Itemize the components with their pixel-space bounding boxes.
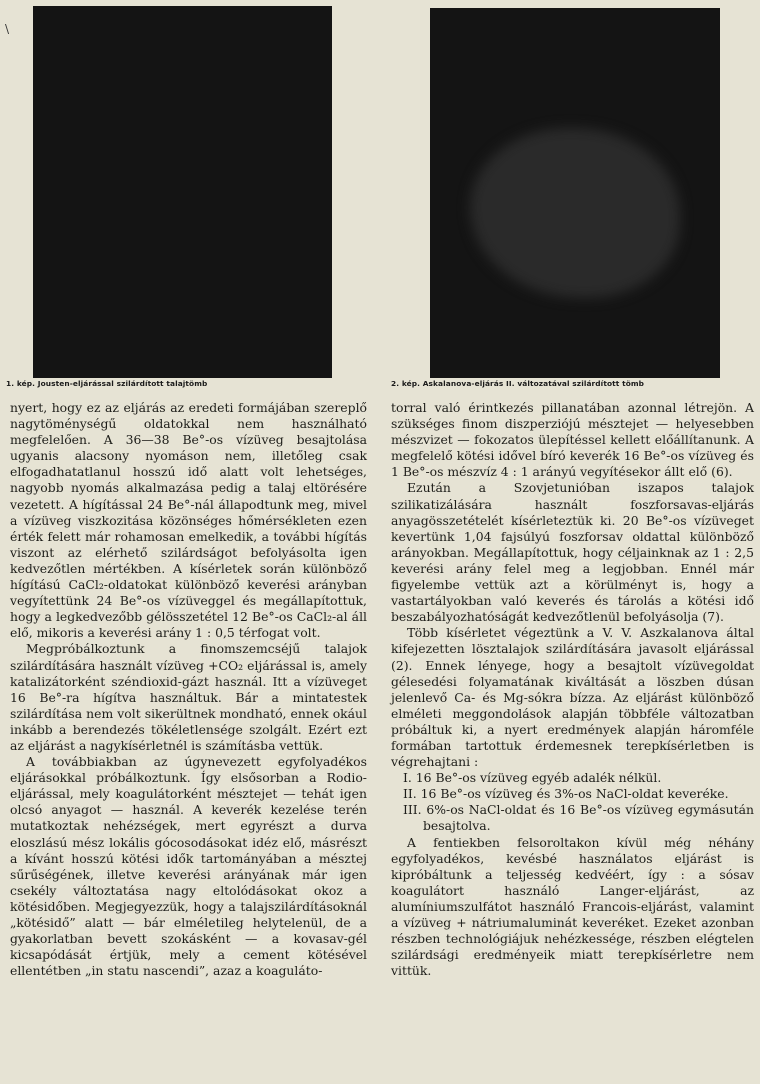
figure-1-caption: 1. kép. Jousten-eljárással szilárdított talajtömb xyxy=(6,379,208,388)
list-item: II. 16 Be°-os vízüveg és 3%-os NaCl-oldat keveréke. xyxy=(403,786,729,802)
right-column xyxy=(391,400,754,979)
paragraph: Megpróbálkoztunk a finomszemcséjű talajok szilárdítására használt vízüveg +CO₂ eljárással is, amely katalizátorként széndioxid-gázt használ. Itt a vízüveget 16 Be°-ra hígítva használtuk. Bár a mintatestek szilárdítása nem volt sikerültnek mondható, ennek okául inkább a berendezés tökéletlensége szolgált. Ezért ezt az eljárást a nagykísérletnél is számításba vettük. xyxy=(10,641,367,753)
paragraph: A fentiekben felsoroltakon kívül még néhány egyfolyadékos, kevésbé használatos eljárást is kipróbáltunk a teljesség kedvéért, így : a sósav koagulátort használó Langer-eljárást, az alumíniumszulfátot használó Francois-eljárást, valamint a vízüveg + nátriumaluminát keveréket. Ezeket azonban részben technológiájuk nehézkessége, részben elégtelen szilárdsági eredményeik miatt terepkísérletre nem vittük. xyxy=(391,834,754,979)
list-item: III. 6%-os NaCl-oldat és 16 Be°-os vízüveg egymásután besajtolva. xyxy=(403,802,754,834)
figure-2-caption: 2. kép. Askalanova-eljárás II. változatával szilárdított tömb xyxy=(391,379,645,388)
paragraph: A továbbiakban az úgynevezett egyfolyadékos eljárásokkal próbálkoztunk. Így elsősorban a Rodio-eljárással, mely koagulátorként mésztejet — tehát igen olcsó anyagot — használ. A keverék kezelése terén mutatkoztak nehézségek, mert egyrészt a durva eloszlású mész lokális gócosodásokat idéz elő, másrészt a kívánt hosszú kötési idők tartományában a mésztej sűrűségének, illetve keverési arányának már igen csekély változtatása nagy eltolódásokat okoz a kötésidőben. Megjegyezzük, hogy a talajszilárdításoknál „kötésidő” alatt — bár elméletileg helytelenül, de a gyakorlatban bevett szokásként — a kovasav-gél kicsapódását értjük, mely a cement kötésével ellentétben „in statu nascendi”, azaz a koaguláto- xyxy=(10,754,367,979)
paragraph: nyert, hogy ez az eljárás az eredeti formájában szereplő nagytöménységű oldatokkal nem használható megfelelően. A 36—38 Be°-os vízüveg besajtolása ugyanis alacsony nyomáson nem, illetőleg csak elfogadhatatlanul hosszú idő alatt volt lehetséges, nagyobb nyomás alkalmazása pedig a talaj eltörésére vezetett. A hígítással 24 Be°-nál állapodtunk meg, mivel a vízüveg viszkozitása közönséges hőmérsékleten ezen érték felett már rohamosan emelkedik, a további hígítás viszont az elérhető szilárdságot befolyásolta igen kedvezőtlen mértékben. A kísérletek során különböző hígítású CaCl₂-oldatokat különböző keverési arányban vegyítettünk 24 Be°-os vízüveggel és megállapítottuk, hogy a legkedvezőbb gélösszetétel 12 Be°-os CaCl₂-al áll elő, mikoris a keverési arány 1 : 0,5 térfogat volt. xyxy=(10,400,367,641)
figure-1-photo xyxy=(33,6,332,378)
paragraph: torral való érintkezés pillanatában azonnal létrejön. A szükséges finom diszperziójú mésztejet — helyesebben mészvizet — fokozatos ülepítéssel kellett előállítanunk. A megfelelő kötési idővel bíró keverék 16 Be°-os vízüveg és 1 Be°-os mészvíz 4 : 1 arányú vegyítésekor állt elő (6). xyxy=(391,400,754,480)
figure-2-photo xyxy=(430,8,720,378)
paragraph: Több kísérletet végeztünk a V. V. Aszkalanova által kifejezetten lösztalajok szilárdítására javasolt eljárással (2). Ennek lényege, hogy a besajtolt vízüvegoldat gélesedési folyamatának kiváltását a löszben dúsan jelenlevő Ca- és Mg-sókra bízza. Az eljárást különböző elméleti meggondolások alapján többféle változatban próbáltuk ki, a nyert eredmények alapján háromféle formában tartottuk érdemesnek terepkísérletben is végrehajtani : xyxy=(391,625,754,770)
paragraph: Ezután a Szovjetunióban iszapos talajok szilikatizálására használt foszforsavas-eljárás anyagösszetételét kísérleteztük ki. 20 Be°-os vízüveget kevertünk 1,04 fajsúlyú foszforsav oldattal különböző arányokban. Megállapítottuk, hogy céljainknak az 1 : 2,5 keverési arány felel meg a legjobban. Ennél már figyelembe vettük azt a körülményt is, hogy a vastartályokban való keverés és tárolás a kötési idő beszabályozhatóságát kedvezőtlenül befolyásolja (7). xyxy=(391,480,754,625)
margin-mark: \ xyxy=(5,22,10,36)
left-column xyxy=(10,400,367,979)
list-item: I. 16 Be°-os vízüveg egyéb adalék nélkül. xyxy=(403,770,662,786)
